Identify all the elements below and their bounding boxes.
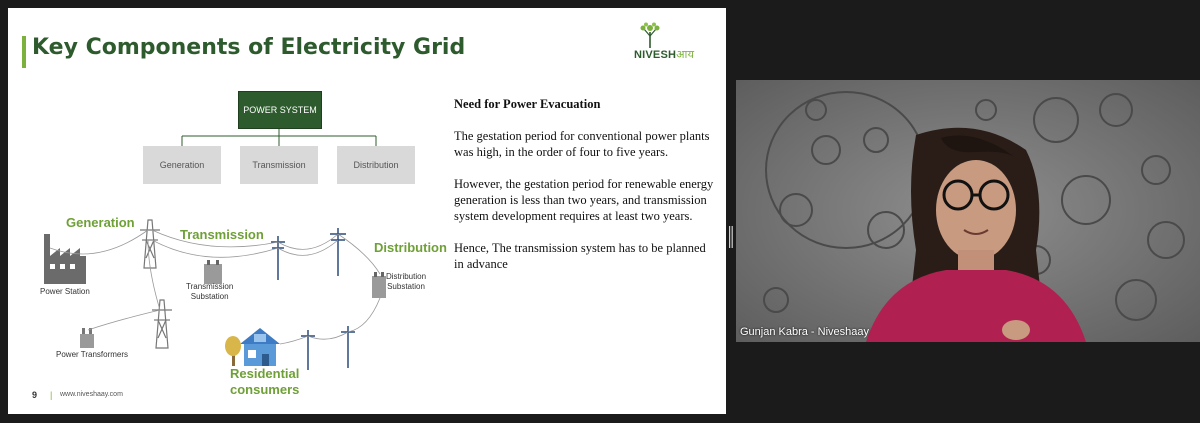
power-transformer-icon (80, 328, 94, 348)
utility-pole-icon (330, 228, 346, 276)
footer-separator: | (50, 390, 53, 400)
slide-title: Key Components of Electricity Grid (32, 35, 466, 60)
label-transmission-substation (186, 282, 233, 302)
tree-icon (225, 336, 241, 366)
transmission-tower-icon (140, 220, 160, 268)
residential-line1: Residential (230, 366, 300, 381)
org-child-generation: Generation (143, 146, 221, 184)
video-frame-image (736, 80, 1200, 342)
text-paragraph: Hence, The transmission system has to be planned in advance (454, 241, 706, 271)
transmission-substation-line2: Substation (190, 292, 229, 301)
label-transmission: Transmission (180, 227, 264, 242)
distribution-substation-line2: Substation (387, 282, 425, 291)
label-residential-consumers (230, 366, 299, 398)
transmission-substation-line1: Transmission (186, 282, 234, 291)
logo-wordmark: NIVESH (634, 49, 677, 61)
label-distribution: Distribution (374, 240, 447, 255)
label-generation: Generation (66, 215, 135, 230)
participant-name-label: Gunjan Kabra - Niveshaay (740, 326, 870, 338)
presentation-slide (8, 8, 726, 414)
distribution-substation-icon (372, 272, 386, 298)
panel-splitter-handle[interactable] (729, 226, 733, 248)
label-power-transformers: Power Transformers (56, 350, 129, 359)
logo-hindi-text: आय (676, 49, 695, 61)
residential-line2: consumers (230, 382, 300, 397)
label-power-station: Power Station (40, 287, 90, 296)
residential-house-icon (240, 328, 280, 366)
participant-video-tile[interactable] (736, 80, 1200, 342)
power-station-icon (44, 234, 86, 284)
org-root-power-system: POWER SYSTEM (238, 91, 322, 129)
org-child-transmission: Transmission (240, 146, 318, 184)
label-distribution-substation (386, 272, 426, 292)
footer-url: www.niveshaay.com (60, 391, 123, 398)
text-paragraph: However, the gestation period for renewable energy generation is less than two years, and transmission system development requires at least two years. (454, 177, 714, 223)
text-paragraph: The gestation period for conventional power plants was high, in the order of four to five years. (454, 129, 710, 159)
text-heading: Need for Power Evacuation (454, 97, 601, 111)
org-child-distribution: Distribution (337, 146, 415, 184)
slide-page-number: 9 (32, 390, 38, 400)
transmission-tower-icon (152, 300, 172, 348)
distribution-substation-line1: Distribution (386, 272, 427, 281)
transmission-substation-icon (204, 260, 222, 284)
slide-text-column (454, 96, 714, 288)
